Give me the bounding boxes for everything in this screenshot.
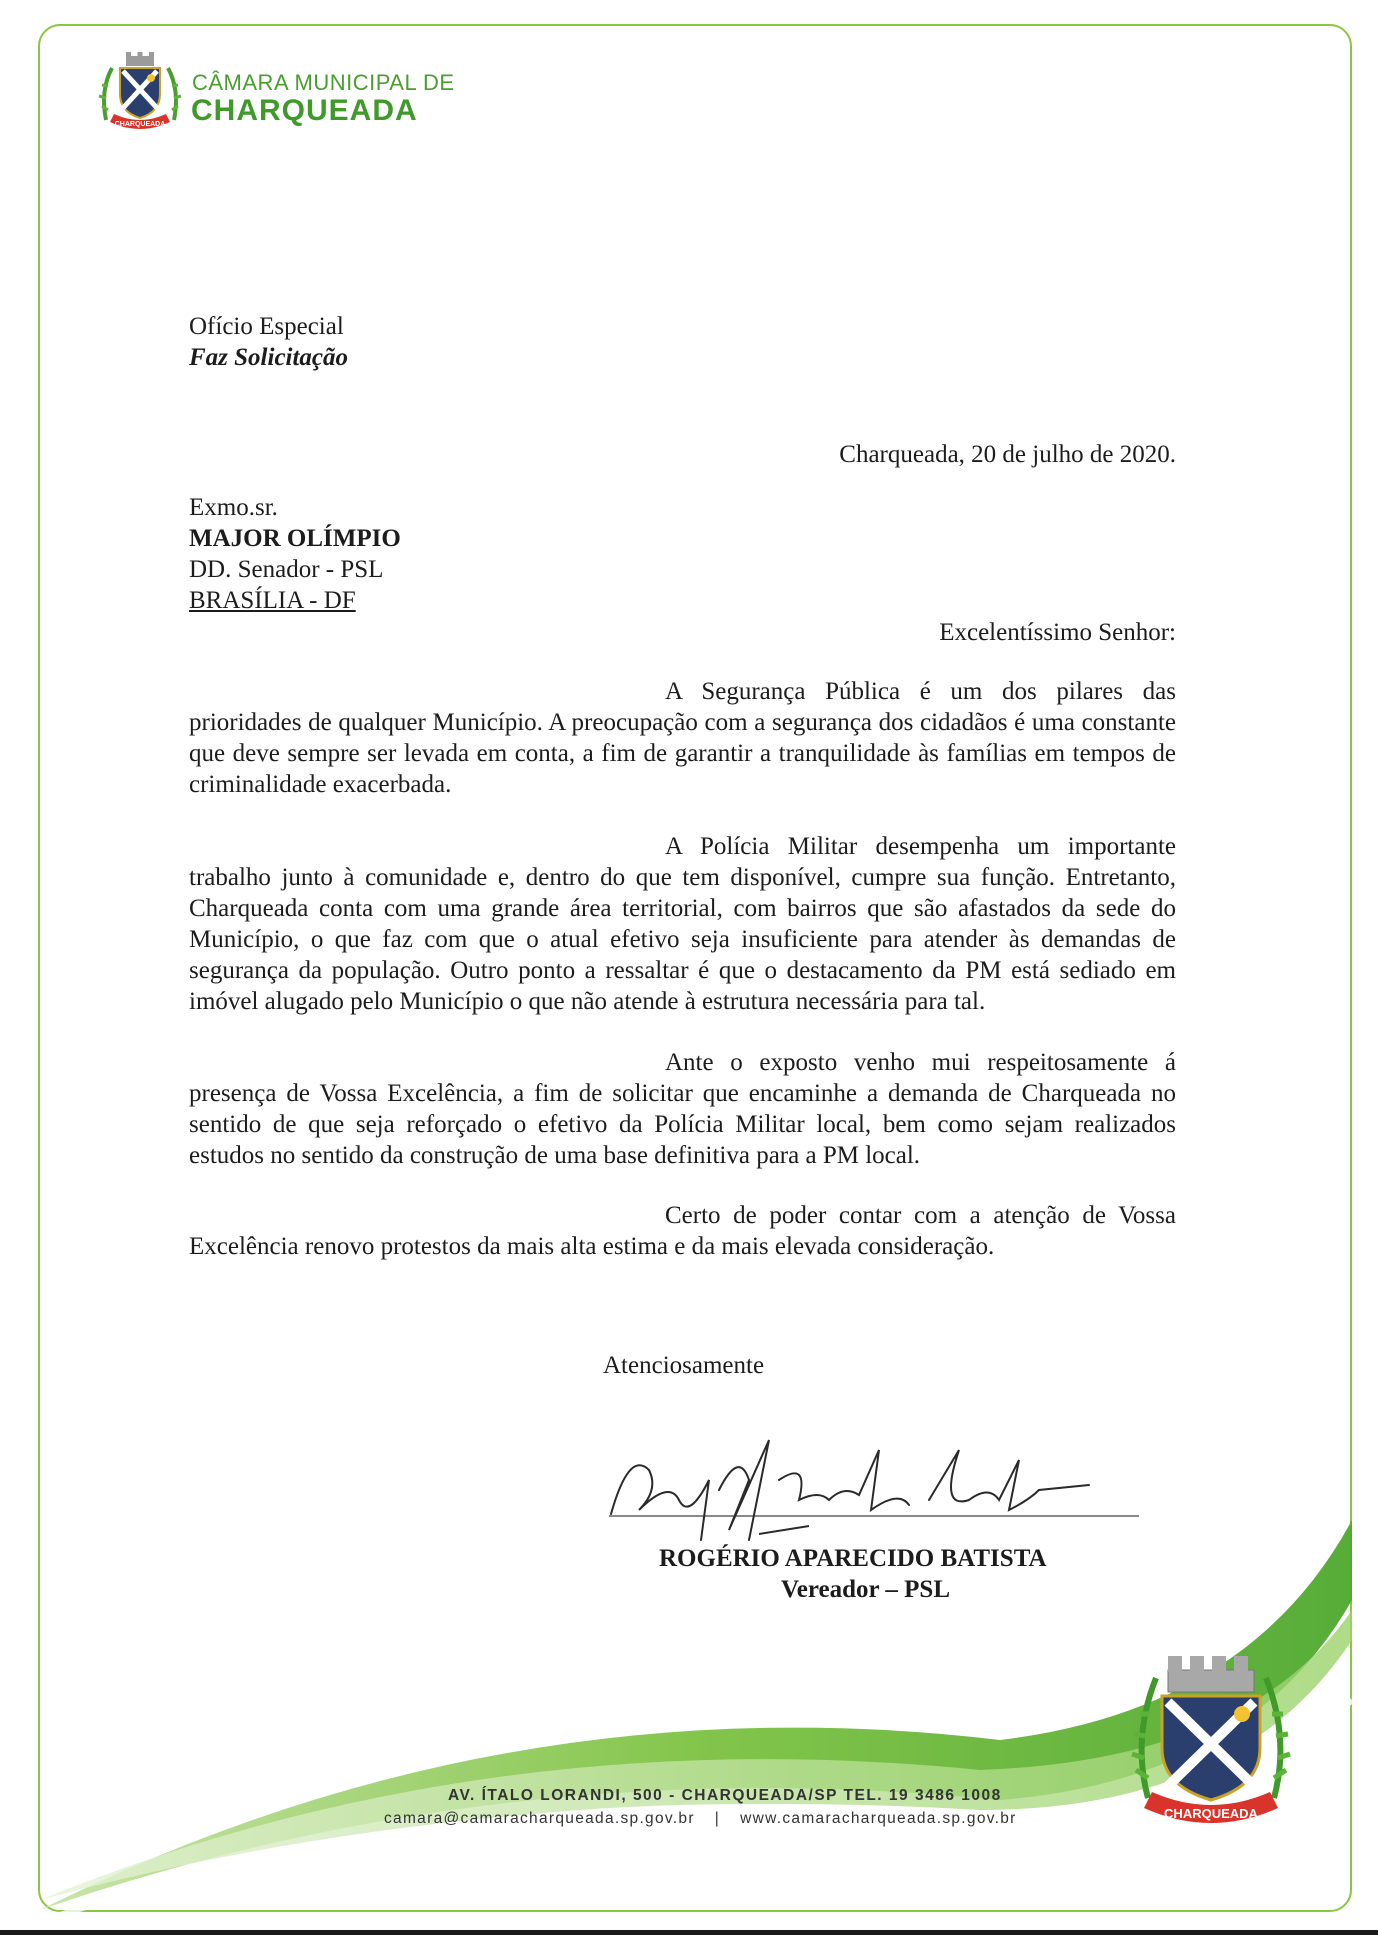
institution-name-line1: CÂMARA MUNICIPAL DE [192,70,455,95]
bottom-rule [0,1930,1378,1935]
closing: Atenciosamente [603,1352,765,1379]
footer-website: www.camaracharqueada.sp.gov.br [740,1810,1017,1827]
letter-date: Charqueada, 20 de julho de 2020. [839,441,1176,468]
paragraph-text: A Polícia Militar desempenha um importante trabalho junto à comunidade e, dentro do que tem disponível, cumpre sua função. Entretanto, Charqueada conta com uma grande área territorial, com bairros que são afastados da sede do Município, o que faz com que o atual efetivo seja insuficiente para atender às demandas de segurança da população. Outro ponto a ressaltar é que o destacamento da PM está sediado em imóvel alugado pelo Município o que não atende à estrutura necessária para tal. [189,833,1176,1015]
paragraph-3 [189,1047,1176,1171]
signer-role: Vereador – PSL [781,1576,950,1603]
signer-name: ROGÉRIO APARECIDO BATISTA [659,1545,1047,1572]
footer-crest-ribbon-text: CHARQUEADA [1164,1806,1258,1821]
footer-crest-icon [1126,1648,1296,1838]
paragraph-4 [189,1200,1176,1262]
institution-name-line2: CHARQUEADA [191,94,418,127]
paragraph-1 [189,676,1176,800]
paragraph-text: A Segurança Pública é um dos pilares das prioridades de qualquer Município. A preocupação com a segurança dos cidadãos é uma constante que deve sempre ser levada em conta, a fim de garantir a tranquilidade às famílias em tempos de criminalidade exacerbada. [189,678,1176,798]
recipient-greeting: Exmo.sr. [189,494,278,521]
recipient-role: DD. Senador - PSL [189,556,384,583]
salutation: Excelentíssimo Senhor: [939,619,1176,646]
document-title: Ofício Especial [189,313,344,340]
footer-address: AV. ÍTALO LORANDI, 500 - CHARQUEADA/SP TEL. 19 3486 1008 [448,1787,1002,1804]
header-logo [96,50,455,140]
paragraph-text: Ante o exposto venho mui respeitosamente á presença de Vossa Excelência, a fim de solicitar que encaminhe a demanda de Charqueada no sentido de que seja reforçado o efetivo da Polícia Militar local, bem como sejam realizados estudos no sentido da construção de uma base definitiva para a PM local. [189,1049,1176,1169]
recipient-location: BRASÍLIA - DF [189,587,356,614]
recipient-name: MAJOR OLÍMPIO [189,525,401,552]
paragraph-text: Certo de poder contar com a atenção de Vossa Excelência renovo protestos da mais alta estima e da mais elevada consideração. [189,1202,1176,1260]
footer-contact [384,1810,1017,1828]
document-subtitle: Faz Solicitação [189,344,349,371]
crest-ribbon-text: CHARQUEADA [114,121,166,128]
footer-email: camara@camaracharqueada.sp.gov.br [384,1810,695,1827]
municipal-crest-icon [96,50,184,138]
footer-separator: | [714,1810,721,1827]
paragraph-2 [189,831,1176,1017]
